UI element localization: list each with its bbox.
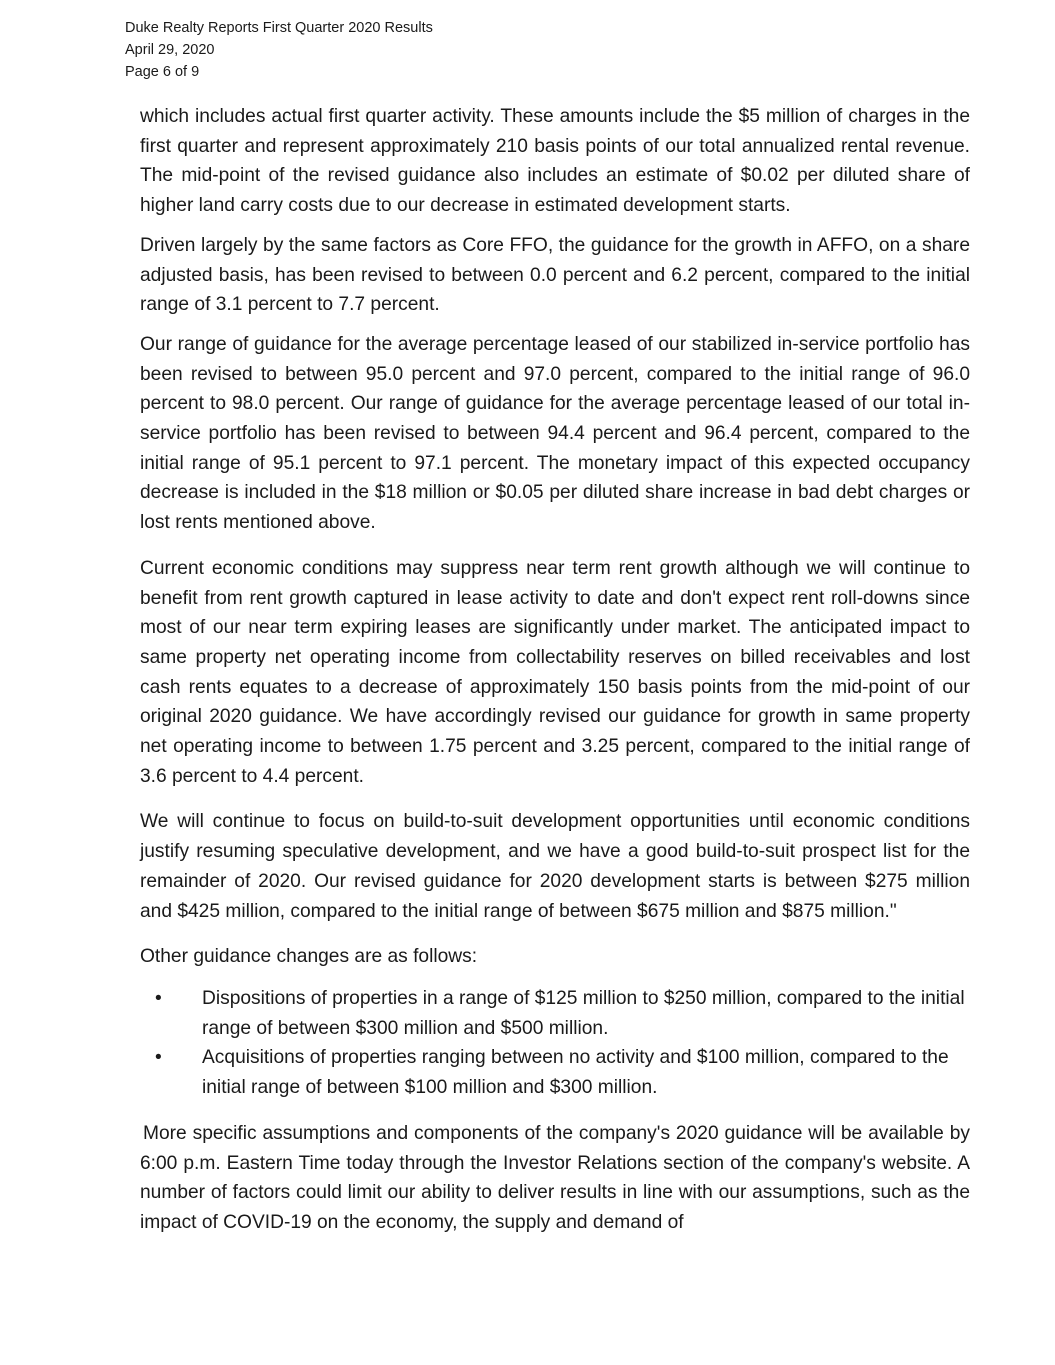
document-date: April 29, 2020 [125, 42, 215, 58]
bullet-marker: • [155, 987, 162, 1009]
paragraph-guidance-charges: which includes actual first quarter activity. These amounts include the $5 million of charges in the first quarter and represent approximately 210 basis points of our total annualized rental revenue. The mid-point of the revised guidance also includes an estimate of $0.02 per diluted share of higher land carry costs due to our decrease in estimated development starts. [140, 106, 970, 217]
paragraph-other-guidance-intro: Other guidance changes are as follows: [140, 946, 478, 968]
list-item [140, 1043, 970, 1102]
document-body [140, 102, 970, 1238]
paragraph-occupancy-guidance: Our range of guidance for the average percentage leased of our stabilized in-service portfolio has been revised to between 95.0 percent and 97.0 percent, compared to the initial range of 96.0 percent to 98.0 percent. Our range of guidance for the average percentage leased of our total in-service portfolio has been revised to between 94.4 percent and 96.4 percent, compared to the initial range of 95.1 percent to 97.1 percent. The monetary impact of this expected occupancy decrease is included in the $18 million or $0.05 per diluted share increase in bad debt charges or lost rents mentioned above. [140, 333, 970, 534]
list-item-text: Dispositions of properties in a range of $125 million to $250 million, compared to the initial range of between $300 million and $500 million. [202, 987, 965, 1039]
document-title: Duke Realty Reports First Quarter 2020 Results [125, 20, 433, 36]
list-item [140, 984, 970, 1043]
page-number: Page 6 of 9 [125, 64, 200, 80]
bullet-marker: • [155, 1047, 162, 1069]
paragraph-closing: More specific assumptions and components of the company's 2020 guidance will be available by 6:00 p.m. Eastern Time today through the Investor Relations section of the company's website. A number of factors could limit our ability to deliver results in line with our assumptions, such as the impact of COVID-19 on the economy, the supply and demand of [140, 1122, 970, 1233]
list-item-text: Acquisitions of properties ranging between no activity and $100 million, compared to the initial range of between $100 million and $300 million. [202, 1047, 949, 1099]
page-header [125, 17, 433, 83]
paragraph-affo-guidance: Driven largely by the same factors as Core FFO, the guidance for the growth in AFFO, on a share adjusted basis, has been revised to between 0.0 percent and 6.2 percent, compared to the initial range of 3.1 percent to 7.7 percent. [140, 234, 970, 316]
guidance-changes-list [140, 984, 970, 1103]
paragraph-rent-growth: Current economic conditions may suppress near term rent growth although we will continue to benefit from rent growth captured in lease activity to date and don't expect rent roll-downs since most of our near term expiring leases are significantly under market. The anticipated impact to same property net operating income from collectability reserves on billed receivables and lost cash rents equates to a decrease of approximately 150 basis points from the mid-point of our original 2020 guidance. We have accordingly revised our guidance for growth in same property net operating income to between 1.75 percent and 3.25 percent, compared to the initial range of 3.6 percent to 4.4 percent. [140, 557, 970, 787]
paragraph-development-starts: We will continue to focus on build-to-suit development opportunities until economic conditions justify resuming speculative development, and we have a good build-to-suit prospect list for the remainder of 2020. Our revised guidance for 2020 development starts is between $275 million and $425 million, compared to the initial range of between $675 million and $875 million." [140, 811, 970, 922]
